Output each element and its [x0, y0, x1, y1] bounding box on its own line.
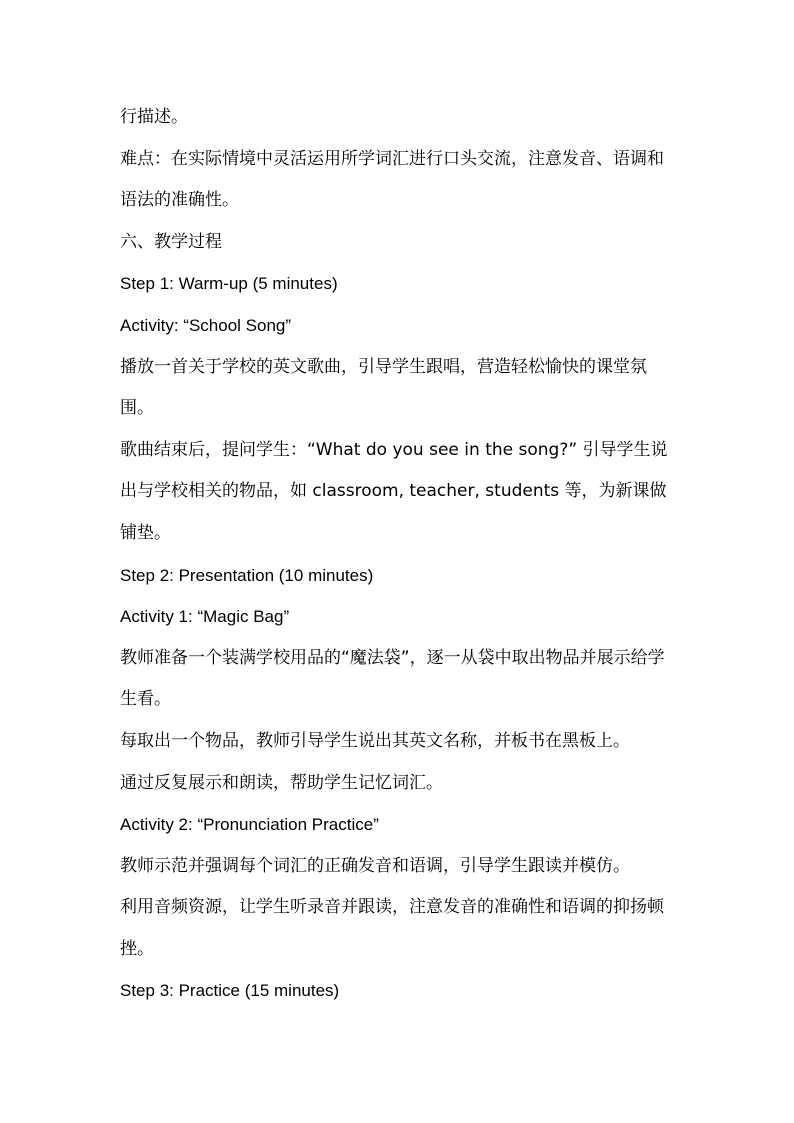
paragraph-demonstrate-pronunciation: 教师示范并强调每个词汇的正确发音和语调，引导学生跟读并模仿。	[120, 855, 630, 876]
paragraph-each-item: 每取出一个物品，教师引导学生说出其英文名称，并板书在黑板上。	[120, 730, 630, 751]
paragraph-difficulty: 难点：在实际情境中灵活运用所学词汇进行口头交流，注意发音、语调和语法的准确性。	[120, 148, 664, 211]
paragraph-audio-resources: 利用音频资源，让学生听录音并跟读，注意发音的准确性和语调的抑扬顿挫。	[120, 897, 664, 959]
step-1-heading: Step 1: Warm-up (5 minutes)	[120, 274, 338, 294]
paragraph-description-end: 行描述。	[120, 107, 188, 127]
activity-school-song: Activity: “School Song”	[120, 315, 292, 335]
section-heading-teaching-process: 六、教学过程	[120, 231, 222, 252]
paragraph-song-question: 歌曲结束后，提问学生：“What do you see in the song?” 引导学生说出与学校相关的物品，如 classroom, teacher, students 等，为新课做铺垫。	[120, 439, 668, 543]
step-2-heading: Step 2: Presentation (10 minutes)	[120, 565, 374, 585]
activity-pronunciation-practice: Activity 2: “Pronunciation Practice”	[120, 815, 379, 835]
step-3-heading: Step 3: Practice (15 minutes)	[120, 981, 340, 1001]
activity-magic-bag: Activity 1: “Magic Bag”	[120, 607, 290, 627]
paragraph-repeat-reading: 通过反复展示和朗读，帮助学生记忆词汇。	[120, 772, 443, 793]
document-body	[120, 97, 680, 1012]
paragraph-play-song: 播放一首关于学校的英文歌曲，引导学生跟唱，营造轻松愉快的课堂氛围。	[120, 356, 647, 419]
paragraph-magic-bag: 教师准备一个装满学校用品的“魔法袋”，逐一从袋中取出物品并展示给学生看。	[120, 647, 665, 710]
